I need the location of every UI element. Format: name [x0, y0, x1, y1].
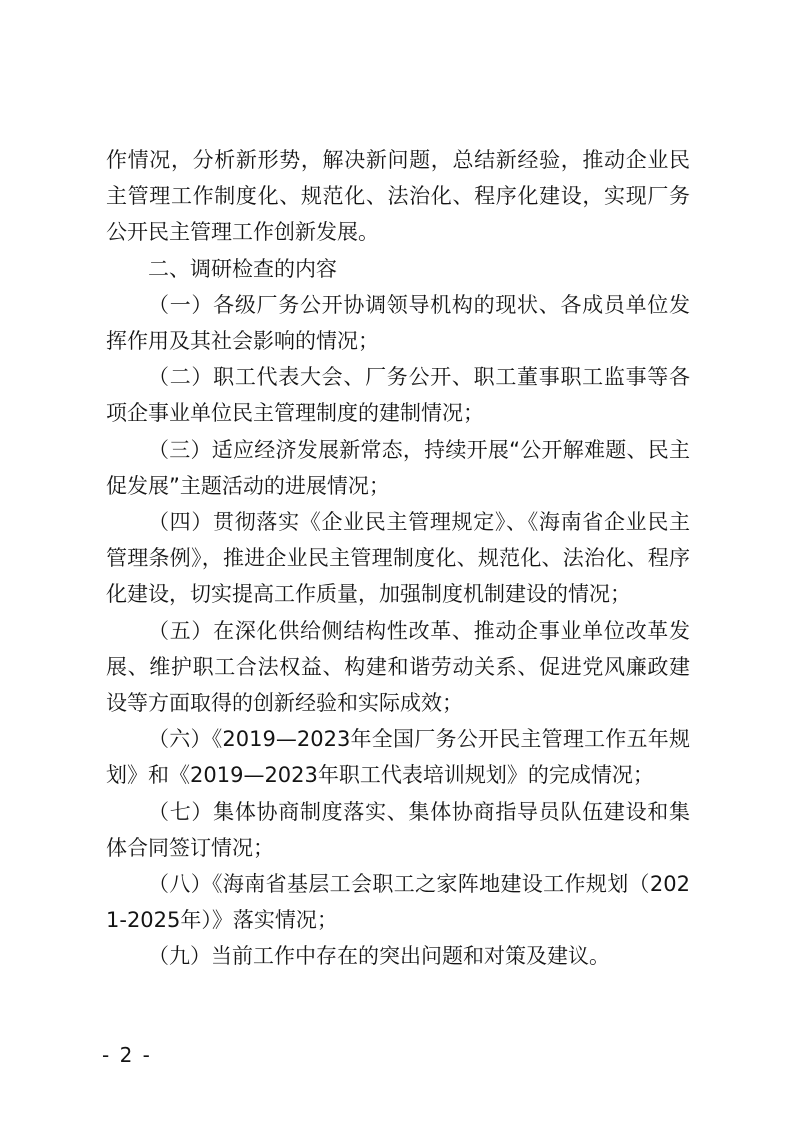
list-item-4: （四）贯彻落实《企业民主管理规定》、《海南省企业民主管理条例》，推进企业民主管理制度化、规范化、法治化、程序化建设，切实提高工作质量，加强制度机制建设的情况； [106, 510, 690, 607]
list-item-1: （一）各级厂务公开协调领导机构的现状、各成员单位发挥作用及其社会影响的情况； [106, 292, 690, 354]
page-number: - 2 - [102, 1043, 152, 1067]
list-item-7: （七）集体协商制度落实、集体协商指导员队伍建设和集体合同签订情况； [106, 799, 690, 860]
list-item-6: （六）《2019—2023年全国厂务公开民主管理工作五年规划》和《2019—2023年职工代表培训规划》的完成情况； [106, 727, 690, 788]
paragraph-continuation: 作情况，分析新形势，解决新问题，总结新经验，推动企业民主管理工作制度化、规范化、法治化、程序化建设，实现厂务公开民主管理工作创新发展。 [106, 148, 690, 245]
list-item-9: （九）当前工作中存在的突出问题和对策及建议。 [148, 944, 610, 969]
list-item-8: （八）《海南省基层工会职工之家阵地建设工作规划（2021-2025年）》落实情况； [106, 872, 690, 933]
list-item-3: （三）适应经济发展新常态，持续开展“公开解难题、民主促发展”主题活动的进展情况； [106, 437, 690, 498]
section-heading-survey-content: 二、调研检查的内容 [148, 256, 337, 281]
list-item-2: （二）职工代表大会、厂务公开、职工董事职工监事等各项企事业单位民主管理制度的建制情况； [106, 365, 690, 426]
list-item-5: （五）在深化供给侧结构性改革、推动企事业单位改革发展、维护职工合法权益、构建和谐劳动关系、促进党风廉政建设等方面取得的创新经验和实际成效； [106, 618, 690, 716]
document-body [106, 142, 690, 975]
